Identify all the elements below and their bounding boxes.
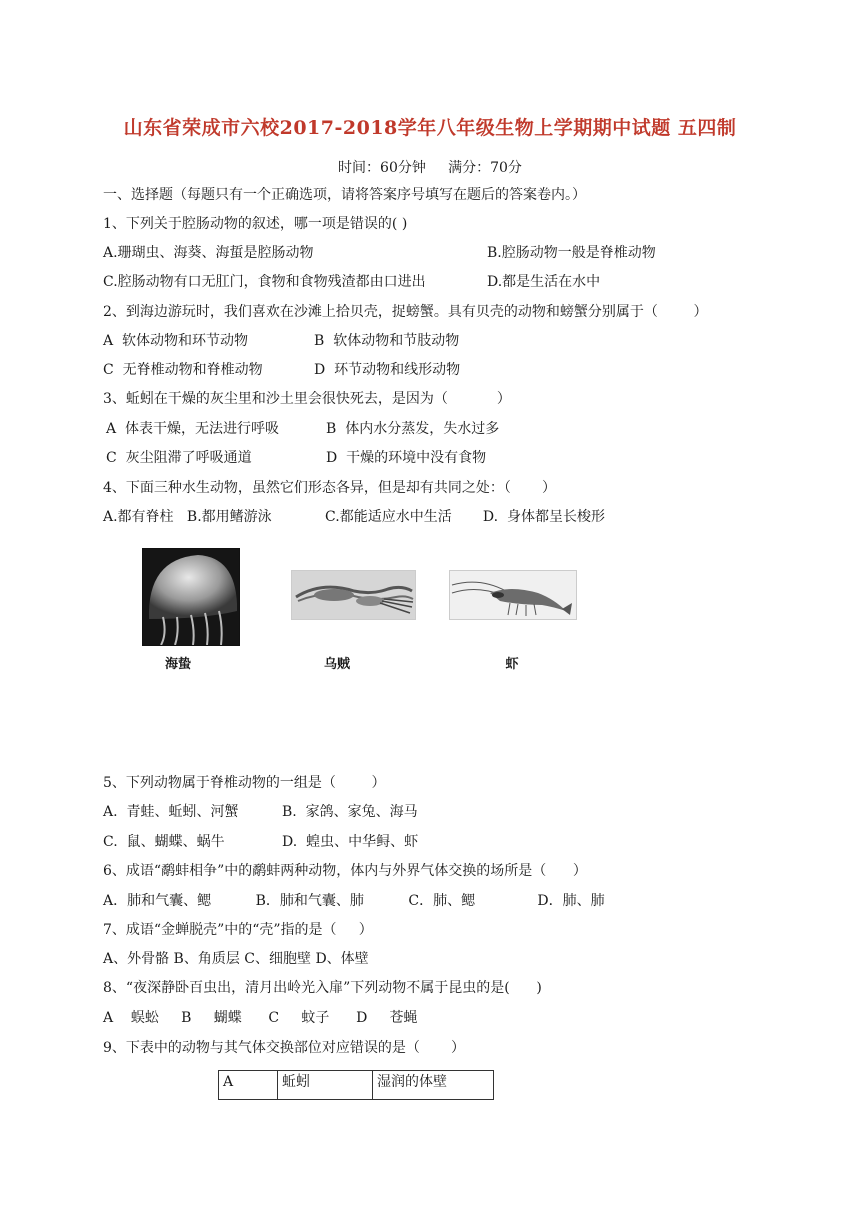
jellyfish-icon: [143, 549, 239, 645]
question-2-option-a: A 软体动物和环节动物: [103, 333, 249, 349]
shrimp-icon: [450, 571, 576, 619]
table-row: [219, 1071, 494, 1100]
question-8-stem: 8、“夜深静卧百虫出，清月出岭光入扉”下列动物不属于昆虫的是( ): [103, 980, 542, 996]
table-cell: 蚯蚓: [278, 1071, 373, 1100]
jellyfish-caption: 海蛰: [164, 657, 191, 672]
question-2-stem: 2、到海边游玩时，我们喜欢在沙滩上拾贝壳，捉螃蟹。具有贝壳的动物和螃蟹分别属于（ ）: [103, 304, 708, 320]
question-6-stem: 6、成语“鹬蚌相争”中的鹬蚌两种动物，体内与外界气体交换的场所是（ ）: [103, 863, 587, 879]
question-2-option-c: C 无脊椎动物和脊椎动物: [103, 362, 263, 378]
table-cell: A: [219, 1071, 278, 1100]
question-6-options: A．肺和气囊、鳃 B．肺和气囊、肺 C．肺、鳃 D．肺、肺: [103, 893, 605, 909]
question-2-option-d: D 环节动物和线形动物: [314, 362, 461, 378]
question-7-options: A、外骨骼 B、角质层 C、细胞壁 D、体壁: [103, 951, 369, 967]
squid-icon: [292, 571, 415, 619]
question-5-option-d: D. 蝗虫、中华鲟、虾: [282, 834, 419, 850]
question-5-option-c: C. 鼠、蝴蝶、蜗牛: [103, 834, 225, 850]
question-5-stem: 5、下列动物属于脊椎动物的一组是（ ）: [103, 775, 386, 791]
question-9-table: [218, 1070, 494, 1100]
question-3-stem: 3、蚯蚓在干燥的灰尘里和沙土里会很快死去，是因为（ ）: [103, 391, 511, 407]
question-1-stem: 1、下列关于腔肠动物的叙述，哪一项是错误的( ): [103, 216, 408, 232]
exam-info: 时间：60分钟 满分：70分: [338, 160, 522, 176]
question-3-option-a: A 体表干燥，无法进行呼吸: [106, 421, 280, 437]
shrimp-photo: [449, 570, 577, 620]
table-cell: 湿润的体壁: [373, 1071, 494, 1100]
question-5-option-b: B. 家鸽、家兔、海马: [282, 804, 418, 820]
jellyfish-photo: [142, 548, 240, 646]
question-5-option-a: A. 青蛙、蚯蚓、河蟹: [103, 804, 239, 820]
shrimp-caption: 虾: [505, 657, 519, 672]
question-3-option-b: B 体内水分蒸发，失水过多: [326, 421, 500, 437]
question-4-stem: 4、下面三种水生动物，虽然它们形态各异，但是却有共同之处：（ ）: [103, 480, 557, 496]
question-1-option-b: B.腔肠动物一般是脊椎动物: [487, 245, 656, 261]
question-1-option-a: A.珊瑚虫、海葵、海蜇是腔肠动物: [103, 245, 314, 261]
question-1-option-c: C.腔肠动物有口无肛门，食物和食物残渣都由口进出: [103, 274, 426, 290]
squid-caption: 乌贼: [323, 657, 350, 672]
question-3-option-d: D 干燥的环境中没有食物: [326, 450, 487, 466]
page-title: 山东省荣成市六校2017-2018学年八年级生物上学期期中试题 五四制: [123, 117, 737, 139]
question-8-options: A 蜈蚣 B 蝴蝶 C 蚊子 D 苍蝇: [103, 1010, 418, 1026]
question-9-stem: 9、下表中的动物与其气体交换部位对应错误的是（ ）: [103, 1040, 466, 1056]
squid-photo: [291, 570, 416, 620]
question-7-stem: 7、成语“金蝉脱壳”中的“壳”指的是（ ）: [103, 922, 373, 938]
question-1-option-d: D.都是生活在水中: [487, 274, 601, 290]
question-3-option-c: C 灰尘阻滞了呼吸通道: [106, 450, 252, 466]
section-heading: 一、选择题（每题只有一个正确选项，请将答案序号填写在题后的答案卷内。）: [103, 187, 586, 203]
question-2-option-b: B 软体动物和节肢动物: [314, 333, 460, 349]
question-4-options: A.都有脊柱 B.都用鳍游泳 C.都能适应水中生活 D. 身体都呈长梭形: [103, 509, 605, 525]
